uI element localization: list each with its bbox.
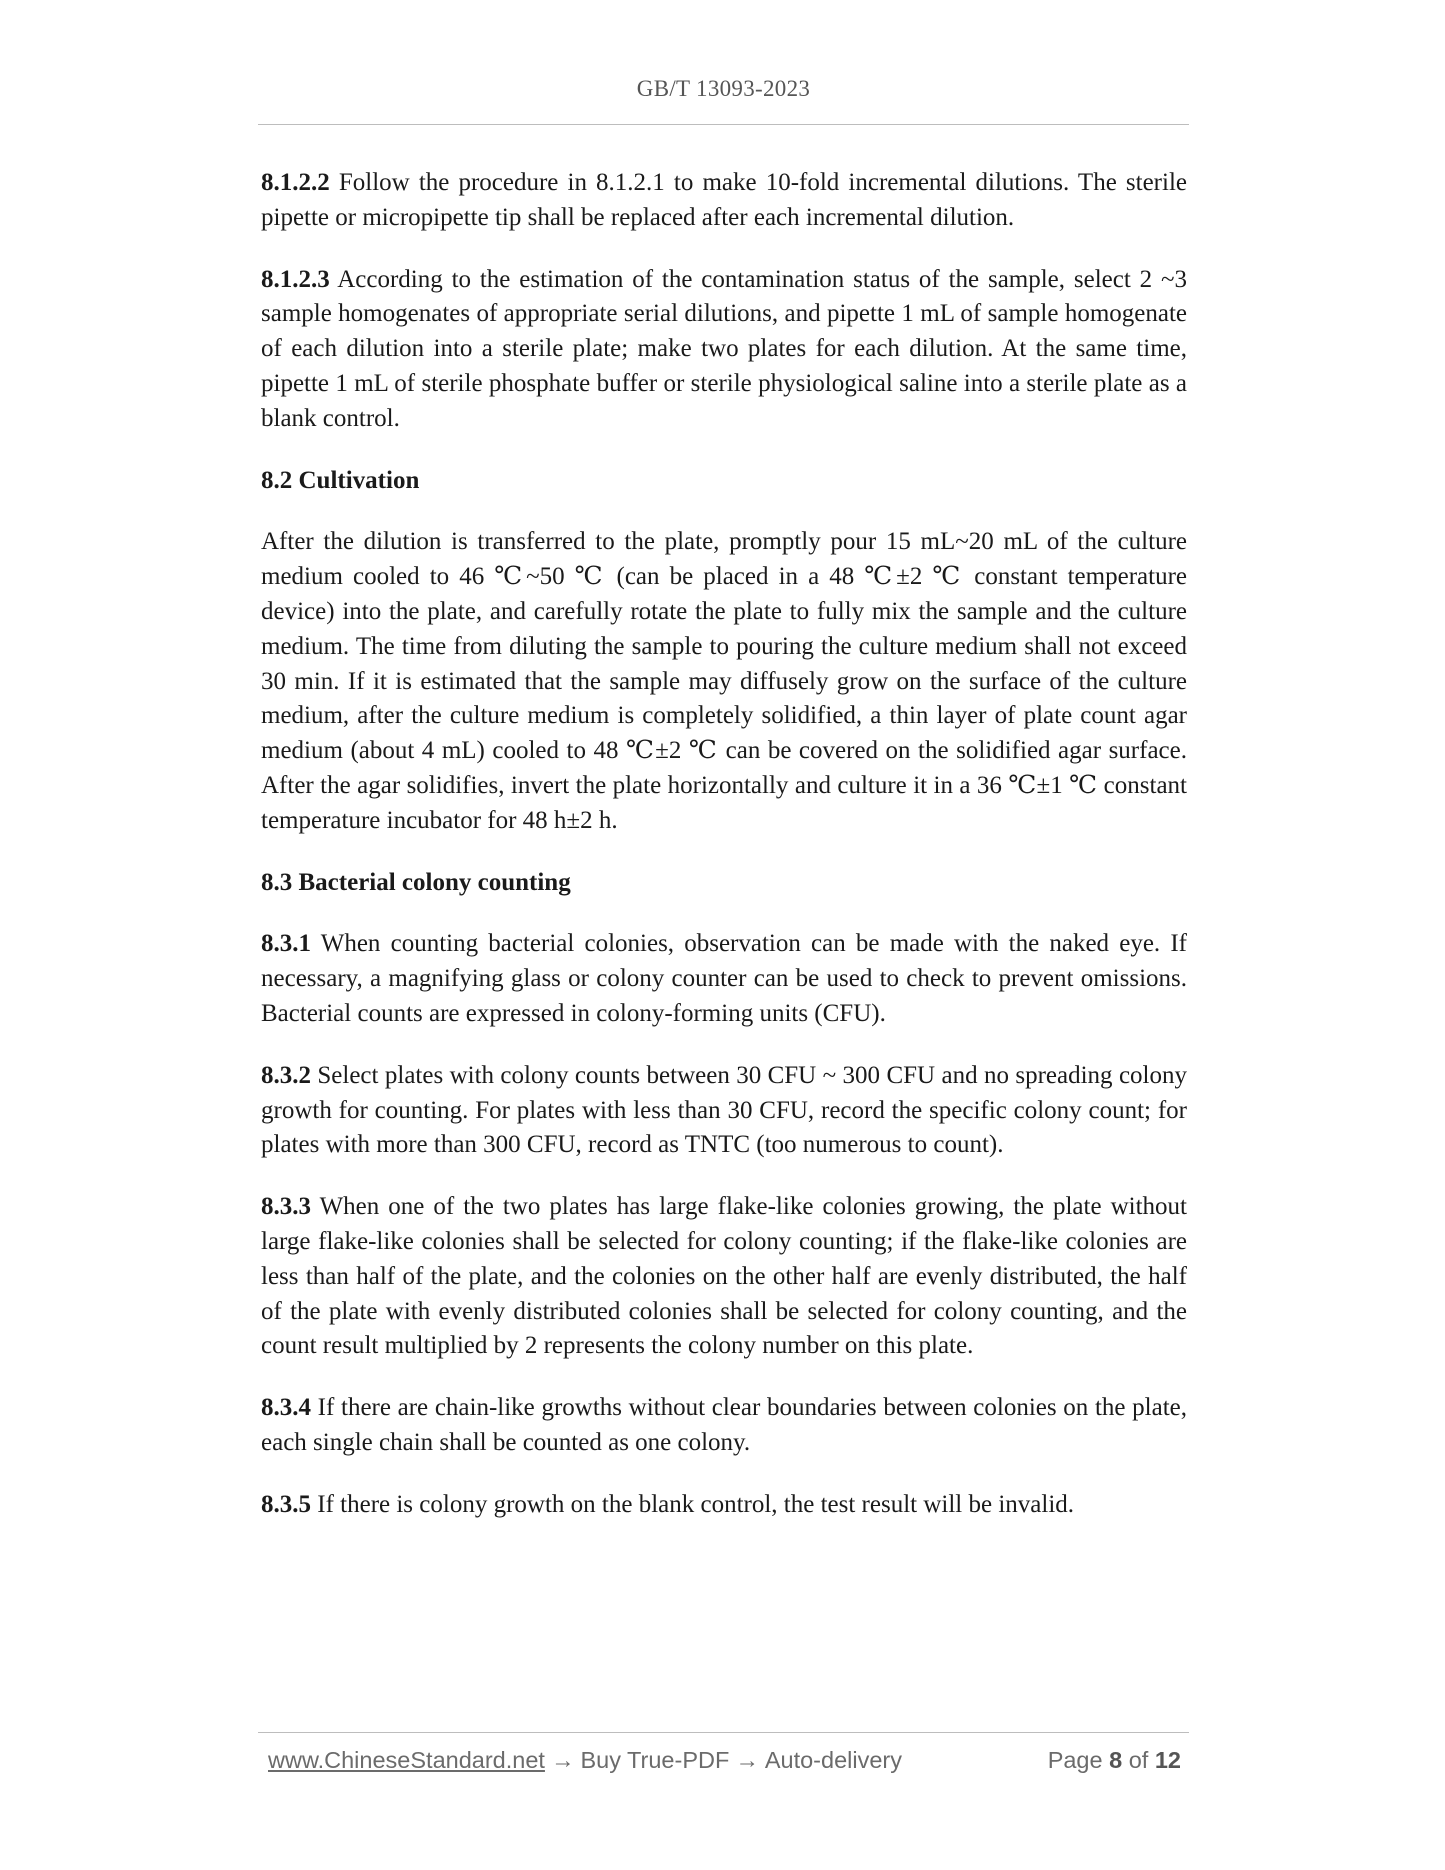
clause-text: Follow the procedure in 8.1.2.1 to make 10-fold incremental dilutions. The sterile pipette or micropipette tip shall be replaced after each incremental dilution.	[261, 169, 1187, 231]
clause-text: When one of the two plates has large flake-like colonies growing, the plate without large flake-like colonies shall be selected for colony counting; if the flake-like colonies are less than half of the plate, and the colonies on the other half are evenly distributed, the half of the plate with evenly distributed colonies shall be selected for colony counting, and the count result multiplied by 2 represents the colony number on this plate.	[261, 1193, 1187, 1360]
paragraph-8-2: After the dilution is transferred to the plate, promptly pour 15 mL~20 mL of the culture medium cooled to 46 ℃~50 ℃ (can be placed in a 48 ℃±2 ℃ constant temperature device) into the plate, and carefully rotate the plate to fully mix the sample and the culture medium. The time from diluting the sample to pouring the culture medium shall not exceed 30 min. If it is estimated that the sample may diffusely grow on the surface of the culture medium, after the culture medium is completely solidified, a thin layer of plate count agar medium (about 4 mL) cooled to 48 ℃±2 ℃ can be covered on the solidified agar surface. After the agar solidifies, invert the plate horizontally and culture it in a 36 ℃±1 ℃ constant temperature incubator for 48 h±2 h.	[261, 528, 1187, 834]
page-total: 12	[1154, 1747, 1181, 1773]
clause-number: 8.3.1	[261, 930, 311, 958]
paragraph-8-1-2-3	[261, 263, 1187, 437]
clause-text: If there is colony growth on the blank control, the test result will be invalid.	[311, 1490, 1075, 1518]
section-heading-cultivation: 8.2 Cultivation	[261, 466, 420, 494]
paragraph-8-3-2	[261, 1059, 1187, 1163]
paragraph-8-1-2-2	[261, 166, 1187, 236]
clause-number: 8.3.5	[261, 1490, 311, 1518]
page-header-title: GB/T 13093-2023	[636, 76, 811, 101]
clause-text: If there are chain-like growths without clear boundaries between colonies on the plate, each single chain shall be counted as one colony.	[261, 1394, 1187, 1456]
clause-number: 8.1.2.2	[261, 169, 330, 196]
paragraph-8-3-4	[261, 1391, 1187, 1461]
clause-text: According to the estimation of the contamination status of the sample, select 2 ~3 sample homogenates of appropriate serial dilutions, and pipette 1 mL of sample homogenate of each dilution into a sterile plate; make two plates for each dilution. At the same time, pipette 1 mL of sterile phosphate buffer or sterile physiological saline into a sterile plate as a blank control.	[261, 265, 1187, 432]
document-body	[261, 166, 1187, 1550]
clause-number: 8.1.2.3	[261, 265, 330, 293]
page-footer	[268, 1747, 1181, 1774]
clause-text: When counting bacterial colonies, observation can be made with the naked eye. If necessary, a magnifying glass or colony counter can be used to check to prevent omissions. Bacterial counts are expressed in colony-forming units (CFU).	[261, 930, 1187, 1027]
paragraph-8-3-3	[261, 1190, 1187, 1364]
page-of-label: of	[1128, 1747, 1149, 1773]
footer-links	[268, 1747, 902, 1774]
header-divider	[258, 124, 1189, 125]
arrow-right-icon: →	[735, 1747, 759, 1773]
clause-number: 8.3.2	[261, 1061, 311, 1089]
arrow-right-icon: →	[550, 1747, 575, 1773]
auto-delivery-text: Auto-delivery	[764, 1747, 902, 1773]
clause-number: 8.3.4	[261, 1394, 311, 1422]
page-label: Page	[1047, 1747, 1103, 1773]
footer-divider	[258, 1732, 1189, 1733]
section-heading-colony-counting: 8.3 Bacterial colony counting	[261, 868, 571, 896]
page-current: 8	[1109, 1747, 1123, 1773]
clause-text: Select plates with colony counts between 30 CFU ~ 300 CFU and no spreading colony growth for counting. For plates with less than 30 CFU, record the specific colony count; for plates with more than 300 CFU, record as TNTC (too numerous to count).	[261, 1061, 1187, 1159]
clause-number: 8.3.3	[261, 1193, 311, 1221]
paragraph-8-3-1	[261, 927, 1187, 1031]
paragraph-8-3-5	[261, 1488, 1187, 1523]
page-number	[1048, 1747, 1181, 1774]
website-link[interactable]: www.ChineseStandard.net	[268, 1747, 545, 1773]
buy-true-pdf-text: Buy True-PDF	[580, 1747, 730, 1773]
